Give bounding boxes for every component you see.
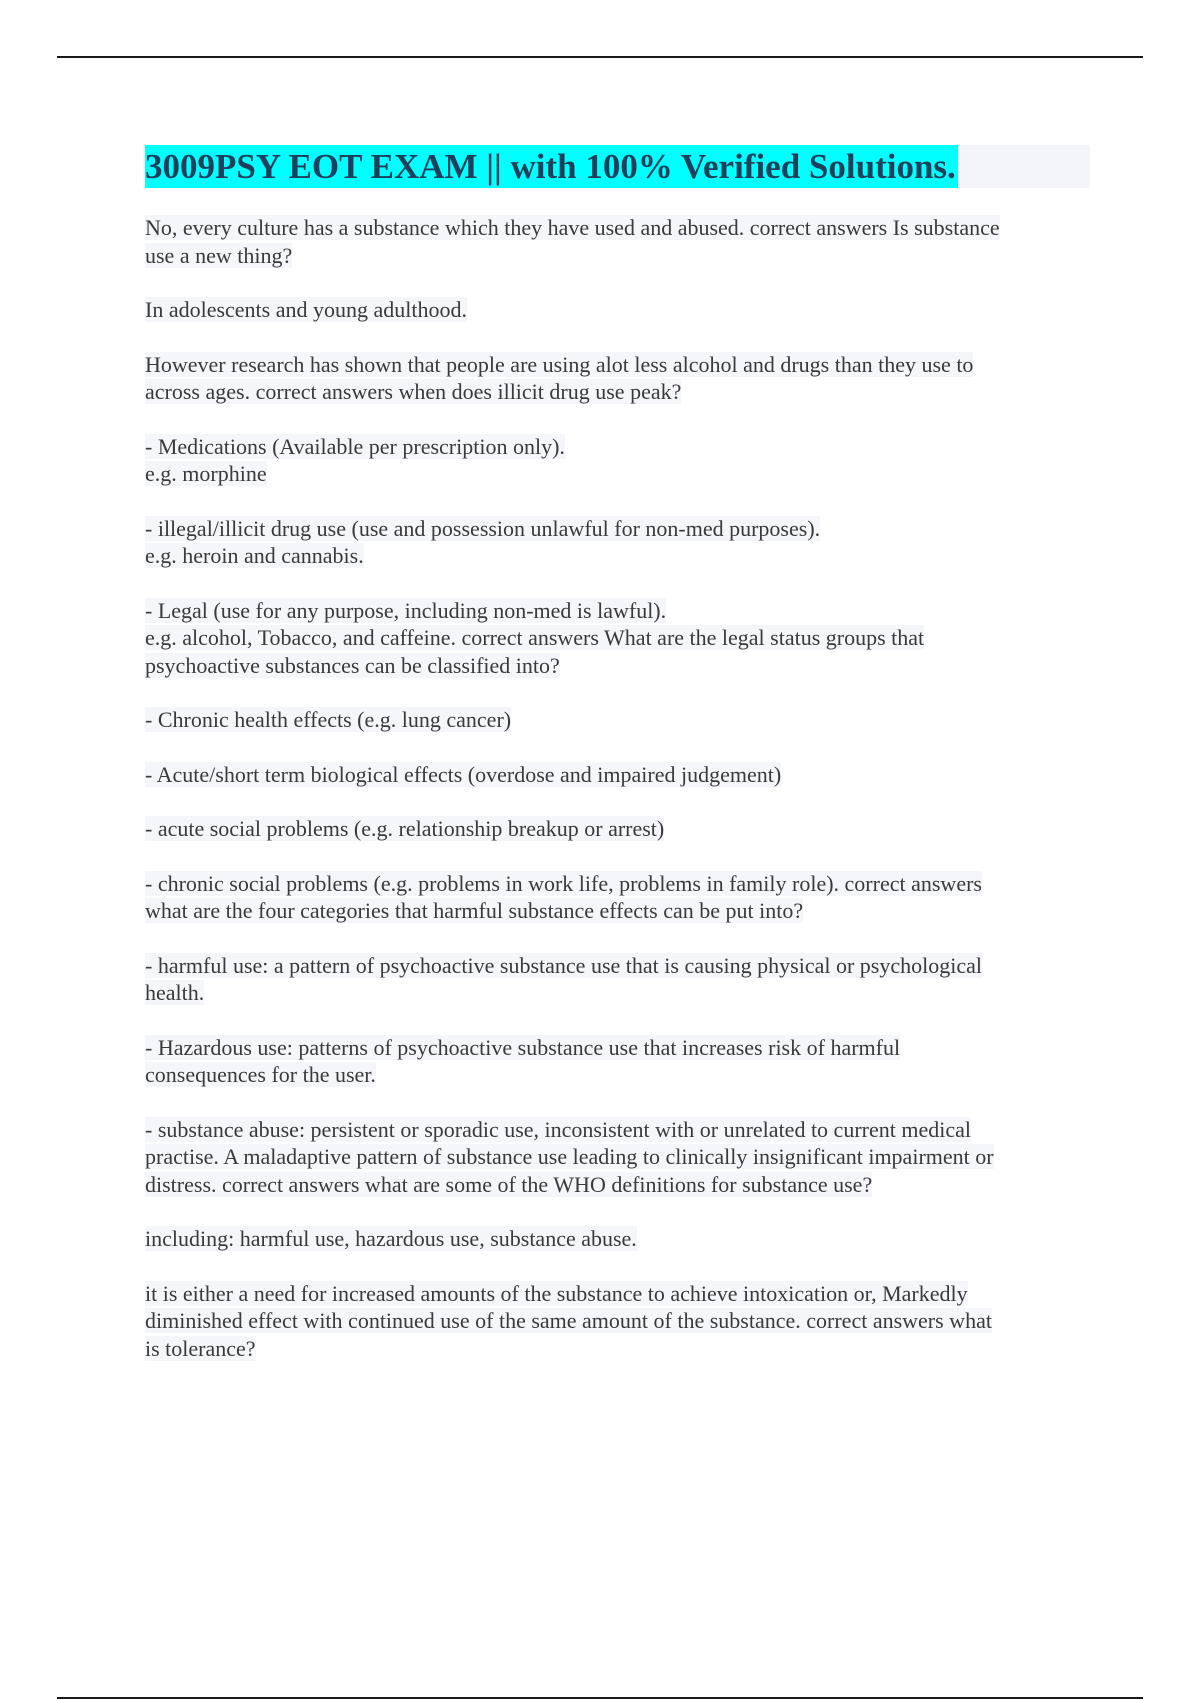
paragraph xyxy=(145,761,1090,789)
paragraph xyxy=(145,870,1090,925)
page-top-rule xyxy=(57,56,1143,58)
paragraph xyxy=(145,351,1090,406)
page-bottom-rule xyxy=(57,1697,1143,1699)
paragraph-text: diminished effect with continued use of the same amount of the substance. correct answers what xyxy=(145,1308,992,1333)
paragraph-text: health. xyxy=(145,980,205,1005)
paragraph-text: - Legal (use for any purpose, including non-med is lawful). xyxy=(145,597,667,623)
paragraph xyxy=(145,1034,1090,1089)
paragraph-text: - chronic social problems (e.g. problems in work life, problems in family role). correct answers xyxy=(145,870,982,896)
paragraph-text: distress. correct answers what are some of the WHO definitions for substance use? xyxy=(145,1171,873,1197)
paragraph-text: e.g. alcohol, Tobacco, and caffeine. correct answers What are the legal status groups that xyxy=(145,625,925,650)
paragraph-line xyxy=(145,1280,1090,1308)
paragraph-text: In adolescents and young adulthood. xyxy=(145,297,467,322)
paragraph-line xyxy=(145,515,1090,543)
document-title: 3009PSY EOT EXAM || with 100% Verified Solutions. xyxy=(145,147,956,186)
paragraph-line xyxy=(145,242,1090,270)
paragraph-line xyxy=(145,542,1090,570)
paragraph xyxy=(145,952,1090,1007)
paragraph-line xyxy=(145,1307,1090,1335)
paragraph-line xyxy=(145,1034,1090,1062)
paragraph-line xyxy=(145,1143,1090,1171)
paragraph-list xyxy=(145,214,1090,1362)
document-body xyxy=(145,145,1090,1389)
paragraph-line xyxy=(145,815,1090,843)
paragraph-text: However research has shown that people are using alot less alcohol and drugs than they use to xyxy=(145,351,974,377)
paragraph-text: including: harmful use, hazardous use, substance abuse. xyxy=(145,1226,637,1251)
paragraph-line xyxy=(145,897,1090,925)
paragraph-line xyxy=(145,979,1090,1007)
paragraph-line xyxy=(145,624,1090,652)
paragraph xyxy=(145,214,1090,269)
paragraph-text: No, every culture has a substance which they have used and abused. correct answers Is substance xyxy=(145,215,1000,240)
paragraph-text: across ages. correct answers when does illicit drug use peak? xyxy=(145,379,682,404)
paragraph-text: - Hazardous use: patterns of psychoactive substance use that increases risk of harmful xyxy=(145,1034,901,1060)
paragraph-text: - illegal/illicit drug use (use and possession unlawful for non-med purposes). xyxy=(145,515,821,541)
paragraph-text: consequences for the user. xyxy=(145,1062,376,1087)
paragraph-text: is tolerance? xyxy=(145,1335,256,1361)
paragraph-line xyxy=(145,296,1090,324)
paragraph xyxy=(145,296,1090,324)
paragraph xyxy=(145,597,1090,680)
paragraph xyxy=(145,1116,1090,1199)
paragraph xyxy=(145,433,1090,488)
paragraph-line xyxy=(145,1171,1090,1199)
paragraph xyxy=(145,815,1090,843)
paragraph-text: e.g. morphine xyxy=(145,461,267,486)
paragraph xyxy=(145,1280,1090,1363)
paragraph-text: - Acute/short term biological effects (overdose and impaired judgement) xyxy=(145,761,782,787)
paragraph-line xyxy=(145,1335,1090,1363)
paragraph-text: - substance abuse: persistent or sporadic use, inconsistent with or unrelated to current medical xyxy=(145,1116,971,1142)
paragraph-text: - acute social problems (e.g. relationship breakup or arrest) xyxy=(145,816,665,841)
paragraph-line xyxy=(145,351,1090,379)
paragraph-line xyxy=(145,214,1090,242)
paragraph-text: it is either a need for increased amounts of the substance to achieve intoxication or, Markedly xyxy=(145,1280,968,1306)
paragraph-text: - Medications (Available per prescription only). xyxy=(145,433,565,459)
paragraph-text: - Chronic health effects (e.g. lung cancer) xyxy=(145,707,512,732)
paragraph xyxy=(145,1225,1090,1253)
paragraph-text: e.g. heroin and cannabis. xyxy=(145,543,364,568)
paragraph-line xyxy=(145,378,1090,406)
paragraph-line xyxy=(145,706,1090,734)
paragraph-text: use a new thing? xyxy=(145,242,293,268)
paragraph xyxy=(145,515,1090,570)
paragraph-line xyxy=(145,1116,1090,1144)
paragraph-line xyxy=(145,952,1090,980)
paragraph-text: practise. A maladaptive pattern of substance use leading to clinically insignificant impairment or xyxy=(145,1144,994,1169)
paragraph-text: what are the four categories that harmful substance effects can be put into? xyxy=(145,898,804,923)
paragraph-line xyxy=(145,460,1090,488)
paragraph-text: psychoactive substances can be classified into? xyxy=(145,652,560,678)
paragraph-line xyxy=(145,652,1090,680)
paragraph-line xyxy=(145,597,1090,625)
title-row xyxy=(145,145,1090,188)
paragraph xyxy=(145,706,1090,734)
paragraph-line xyxy=(145,1225,1090,1253)
paragraph-line xyxy=(145,433,1090,461)
paragraph-line xyxy=(145,1061,1090,1089)
paragraph-text: - harmful use: a pattern of psychoactive substance use that is causing physical or psychological xyxy=(145,952,982,978)
paragraph-line xyxy=(145,870,1090,898)
paragraph-line xyxy=(145,761,1090,789)
